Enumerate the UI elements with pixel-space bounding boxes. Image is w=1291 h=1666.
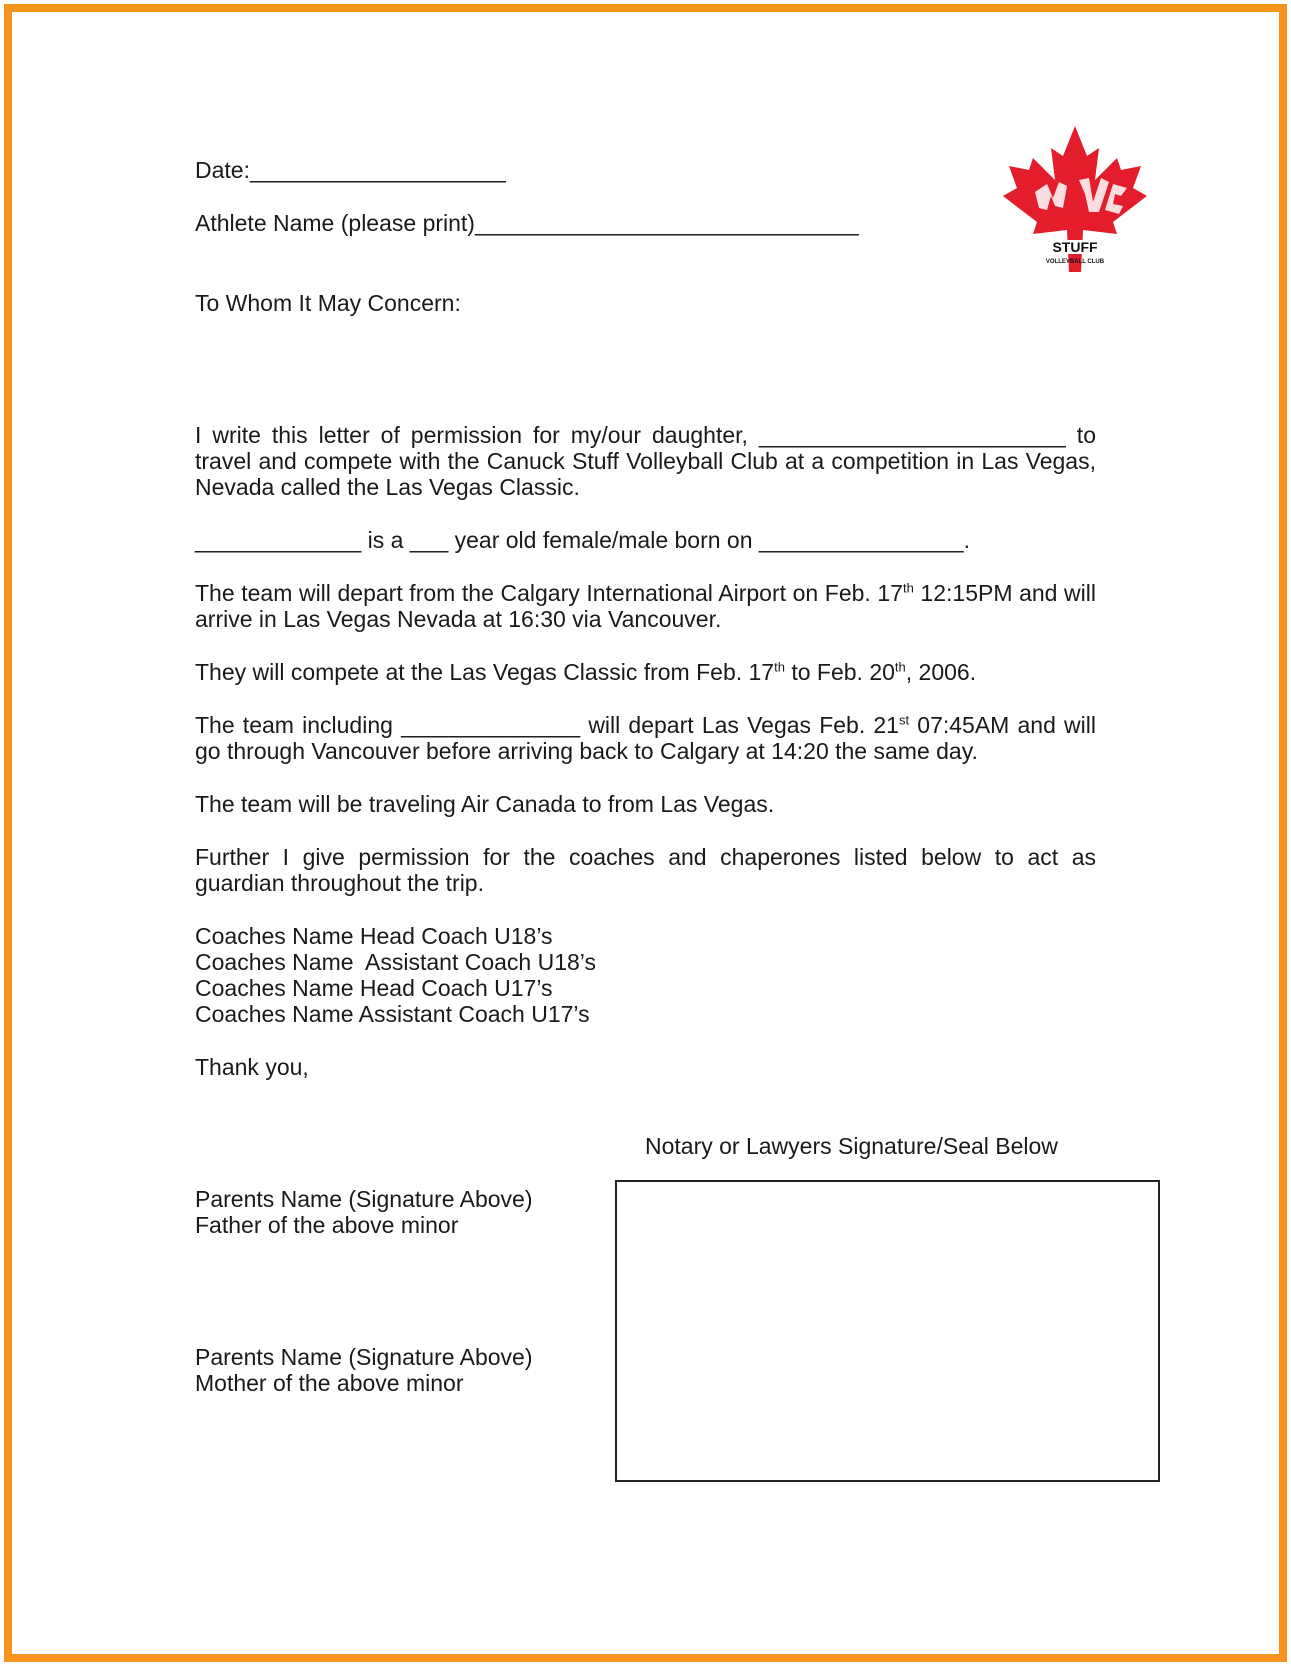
para-4-sup-2: th [894, 659, 906, 675]
notary-seal-box[interactable] [615, 1180, 1160, 1482]
father-caption: Father of the above minor [195, 1212, 459, 1238]
para-5-line-1 [195, 712, 1096, 738]
para-5-text-b: 07:45AM and will [909, 712, 1096, 738]
para-5-sup: st [898, 712, 910, 728]
para-7-line-1: Further I give permission for the coaches and chaperones listed below to act as [195, 844, 1096, 870]
para-5-line-2: go through Vancouver before arriving back to Calgary at 14:20 the same day. [195, 738, 978, 764]
coach-line: Coaches Name Assistant Coach U18’s [195, 949, 596, 975]
para-2-fill-in[interactable]: _____________ is a ___ year old female/male born on ________________. [195, 527, 970, 553]
para-3-line-2: arrive in Las Vegas Nevada at 16:30 via Vancouver. [195, 606, 722, 632]
para-3-sup: th [902, 580, 914, 596]
para-1-line-3: Nevada called the Las Vegas Classic. [195, 474, 580, 500]
seal-caption: Notary or Lawyers Signature/Seal Below [645, 1133, 1058, 1159]
para-4-text-c: , 2006. [905, 659, 977, 685]
para-1-line-2: travel and compete with the Canuck Stuff Volleyball Club at a competition in Las Vegas, [195, 448, 1096, 474]
para-3-line-1 [195, 580, 1096, 606]
para-5-text-a: The team including ______________ will depart Las Vegas Feb. 21 [195, 712, 899, 738]
para-7-line-2: guardian throughout the trip. [195, 870, 484, 896]
mother-caption: Mother of the above minor [195, 1370, 464, 1396]
para-1-line-1: I write this letter of permission for my/our daughter, ________________________ to [195, 422, 1096, 448]
date-field[interactable]: Date:____________________ [195, 157, 506, 183]
logo-club-text: VOLLEYBALL CLUB [1045, 259, 1105, 265]
athlete-name-field[interactable]: Athlete Name (please print)______________________________ [195, 210, 859, 236]
para-4-text-a: They will compete at the Las Vegas Classic from Feb. 17 [195, 659, 775, 685]
coach-line: Coaches Name Head Coach U18’s [195, 923, 553, 949]
para-6: The team will be traveling Air Canada to from Las Vegas. [195, 791, 775, 817]
para-4-text-b: to Feb. 20 [784, 659, 895, 685]
logo-stuff-text: STUFF [1052, 239, 1098, 255]
coach-line: Coaches Name Head Coach U17’s [195, 975, 553, 1001]
para-4-sup-1: th [774, 659, 785, 675]
closing: Thank you, [195, 1054, 309, 1080]
salutation: To Whom It May Concern: [195, 290, 461, 316]
coach-line: Coaches Name Assistant Coach U17’s [195, 1001, 590, 1027]
para-3-text-b: 12:15PM and will [913, 580, 1096, 606]
canuck-stuff-logo [995, 122, 1155, 282]
father-signature-label: Parents Name (Signature Above) [195, 1186, 533, 1212]
mother-signature-label: Parents Name (Signature Above) [195, 1344, 533, 1370]
para-3-text-a: The team will depart from the Calgary International Airport on Feb. 17 [195, 580, 903, 606]
para-4 [195, 659, 976, 685]
